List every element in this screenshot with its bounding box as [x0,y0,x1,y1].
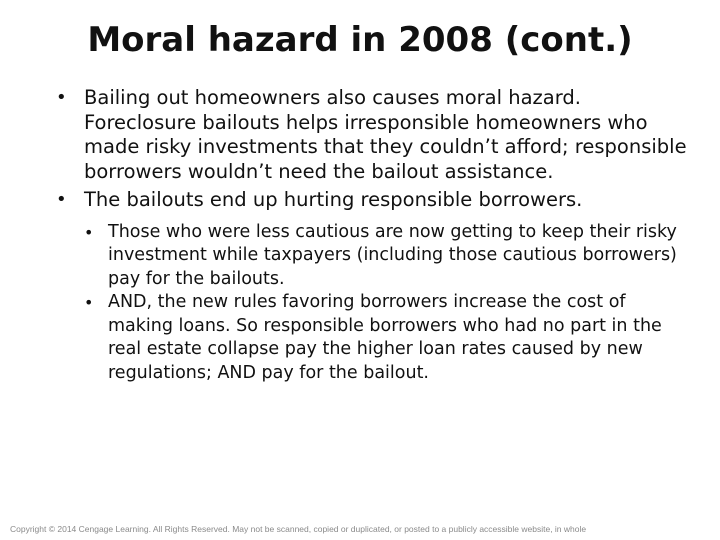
bullet-icon: • [56,87,67,108]
sub-bullet-text: AND, the new rules favoring borrowers increase the cost of making loans. So responsible borrowers who had no part in the real estate collapse pay the higher loan rates caused by new regulations; AND pay for the bailout. [108,292,662,383]
sub-bullet-list [84,221,696,386]
slide-body [56,86,696,389]
bullet-text: The bailouts end up hurting responsible borrowers. [84,188,583,211]
sub-bullet-text: Those who were less cautious are now getting to keep their risky investment while taxpayers (including those cautious borrowers) pay for the bailouts. [108,221,677,289]
sub-bullet-icon: • [84,222,94,242]
slide-title: Moral hazard in 2008 (cont.) [87,20,633,60]
sub-bullet-item-2 [84,291,696,385]
bullet-icon: • [56,189,67,210]
bullet-text: Bailing out homeowners also causes moral hazard. Foreclosure bailouts helps irresponsible homeowners who made risky investments that they couldn’t afford; responsible borrowers wouldn’t need the bailout assistance. [84,86,687,183]
copyright-notice: Copyright © 2014 Cengage Learning. All Rights Reserved. May not be scanned, copied or duplicated, or posted to a publicly accessible website, in whole [10,524,587,534]
sub-bullet-icon: • [84,293,94,312]
bullet-item-2 [56,188,696,385]
bullet-item-1 [56,86,696,184]
bullet-list [56,86,696,385]
sub-bullet-item-1 [84,221,696,292]
